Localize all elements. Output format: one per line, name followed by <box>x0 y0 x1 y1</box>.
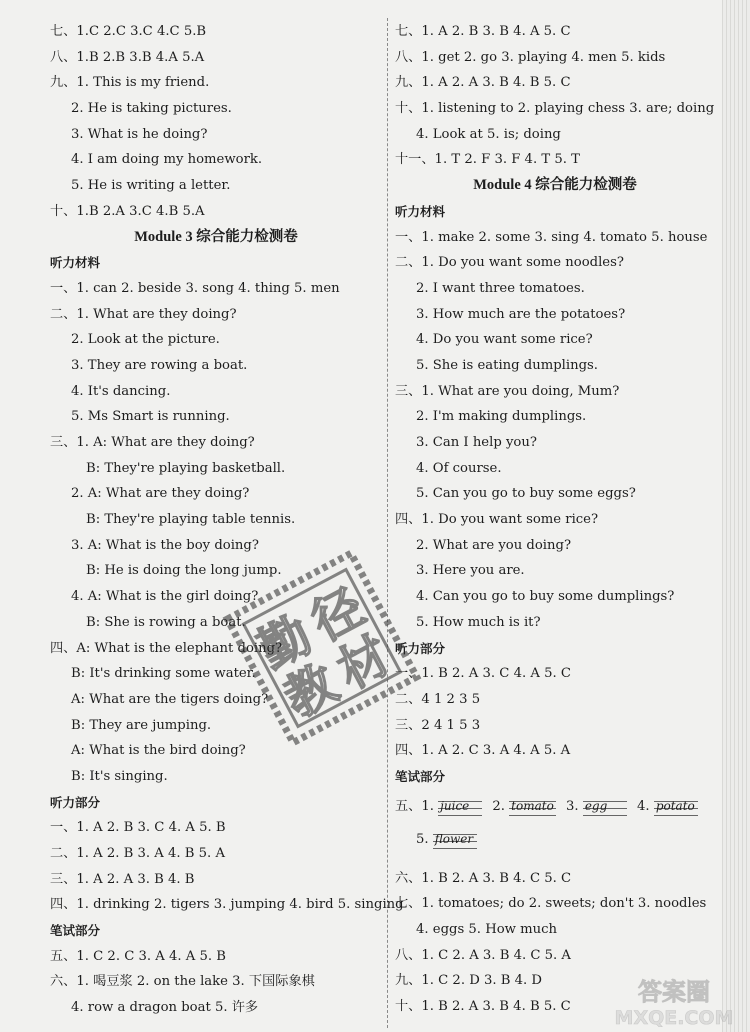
answer-line: 八、1. C 2. A 3. B 4. C 5. A <box>395 947 571 963</box>
svg-text:教: 教 <box>275 653 347 729</box>
answer-line: A: What is the bird doing? <box>71 743 246 759</box>
answer-line: 4. Can you go to buy some dumplings? <box>416 589 675 605</box>
answer-line: 九、1. A 2. A 3. B 4. B 5. C <box>395 75 571 91</box>
right-column <box>395 19 715 1020</box>
answer-line: 5. She is eating dumplings. <box>416 357 598 373</box>
handwritten-word-juice: juice <box>438 795 482 817</box>
answer-line: 十、1. listening to 2. playing chess 3. are; doing <box>395 101 715 117</box>
answer-line: 3. What is he doing? <box>71 126 208 142</box>
answer-line: 2. Look at the picture. <box>71 332 220 348</box>
svg-text:答案圈: 答案圈 <box>638 978 710 1006</box>
answer-line: 九、1. C 2. D 3. B 4. D <box>395 973 542 989</box>
answer-line: 四、A: What is the elephant doing? <box>50 640 283 656</box>
number-3: 3. <box>566 798 579 814</box>
answer-line: 二、1. A 2. B 3. A 4. B 5. A <box>50 846 225 861</box>
answer-line: 3. How much are the potatoes? <box>416 306 626 322</box>
answer-line: B: They're playing basketball. <box>86 460 286 476</box>
handwritten-word-tomato: tomato <box>509 795 556 817</box>
answer-line: 八、1.B 2.B 3.B 4.A 5.A <box>50 49 205 65</box>
answer-line: 5. Ms Smart is running. <box>71 409 230 425</box>
answer-line: 九、1. This is my friend. <box>50 75 210 91</box>
answer-line: 一、1. can 2. beside 3. song 4. thing 5. men <box>50 280 340 296</box>
answer-line: 七、1.C 2.C 3.C 4.C 5.B <box>50 24 207 39</box>
answer-line: 2. I'm making dumplings. <box>416 409 587 425</box>
handwriting-line-1 <box>395 790 715 823</box>
answer-line: 4. Do you want some rice? <box>416 332 593 348</box>
handwritten-word-egg: egg <box>583 795 627 817</box>
section-title: Module 3 综合能力检测卷 <box>134 228 298 245</box>
answer-line: 3. Can I help you? <box>416 435 537 450</box>
handwriting-line-2 <box>395 823 715 856</box>
number-2: 2. <box>492 798 505 814</box>
answer-line: 4. row a dragon boat 5. 许多 <box>71 1000 259 1016</box>
column-divider <box>387 18 388 1028</box>
answer-line: 3. Here you are. <box>416 563 525 579</box>
svg-text:MXQE.COM: MXQE.COM <box>614 1007 734 1029</box>
handwriting-prefix: 五、1. <box>395 798 434 814</box>
svg-text:材: 材 <box>328 625 400 701</box>
section-title: Module 4 综合能力检测卷 <box>473 177 637 194</box>
answer-line: 十、1. B 2. A 3. B 4. B 5. C <box>395 999 571 1015</box>
answer-line: 2. He is taking pictures. <box>71 101 232 117</box>
answer-line: 一、1. A 2. B 3. C 4. A 5. B <box>50 820 226 836</box>
answer-line: 4. Of course. <box>416 460 502 476</box>
section-heading: 听力部分 <box>50 794 101 810</box>
answer-line: 4. It's dancing. <box>71 383 171 399</box>
answer-line: 四、1. drinking 2. tigers 3. jumping 4. bird 5. singing <box>50 897 404 913</box>
answer-line: 四、1. Do you want some rice? <box>395 512 599 528</box>
page-edge <box>722 0 750 1032</box>
svg-text:径: 径 <box>302 577 374 652</box>
number-5: 5. <box>416 831 429 847</box>
answer-line: 2. What are you doing? <box>416 537 572 553</box>
answer-line: B: She is rowing a boat. <box>86 614 246 630</box>
answer-line: 二、4 1 2 3 5 <box>395 691 481 707</box>
right-column-top <box>395 19 715 790</box>
left-column <box>50 19 404 1021</box>
answer-line: 四、1. A 2. C 3. A 4. A 5. A <box>395 743 571 759</box>
answer-line: B: They're playing table tennis. <box>86 512 296 528</box>
svg-text:勤: 勤 <box>249 605 321 681</box>
answer-line: 2. A: What are they doing? <box>71 486 250 502</box>
answer-line: 一、1. B 2. A 3. C 4. A 5. C <box>395 666 571 682</box>
answer-line: 3. A: What is the boy doing? <box>71 537 259 553</box>
section-heading: 听力材料 <box>395 203 446 219</box>
section-heading: 笔试部分 <box>50 923 101 939</box>
answer-line: 4. I am doing my homework. <box>71 152 263 168</box>
answer-line: 4. eggs 5. How much <box>416 922 557 937</box>
answer-line: B: It's drinking some water. <box>71 666 256 682</box>
answer-line: 2. I want three tomatoes. <box>416 280 585 296</box>
answer-line: 4. Look at 5. is; doing <box>416 126 561 142</box>
section-heading: 笔试部分 <box>395 768 446 784</box>
watermark-logo <box>604 972 744 1030</box>
answer-line: 三、1. A 2. A 3. B 4. B <box>50 871 195 887</box>
answer-line: 5. Can you go to buy some eggs? <box>416 486 636 502</box>
answer-line: 5. How much is it? <box>416 614 541 630</box>
answer-line: 5. He is writing a letter. <box>71 178 231 194</box>
answer-line: 三、1. A: What are they doing? <box>50 435 255 450</box>
answer-line: 4. A: What is the girl doing? <box>71 589 259 605</box>
answer-line: 八、1. get 2. go 3. playing 4. men 5. kids <box>395 49 666 65</box>
answer-line: 十、1.B 2.A 3.C 4.B 5.A <box>50 203 205 219</box>
answer-line: 六、1. 喝豆浆 2. on the lake 3. 下国际象棋 <box>50 974 315 990</box>
handwritten-word-potato: potato <box>654 795 698 817</box>
answer-line: 二、1. Do you want some noodles? <box>395 255 624 271</box>
answer-line: 六、1. B 2. A 3. B 4. C 5. C <box>395 870 572 886</box>
answer-line: 七、1. A 2. B 3. B 4. A 5. C <box>395 24 571 39</box>
section-heading: 听力材料 <box>50 255 101 271</box>
handwritten-word-flower: flower <box>433 828 477 850</box>
answer-line: 十一、1. T 2. F 3. F 4. T 5. T <box>395 152 580 168</box>
answer-line: 3. They are rowing a boat. <box>71 357 248 373</box>
answer-line: 三、1. What are you doing, Mum? <box>395 383 620 399</box>
answer-line: B: It's singing. <box>71 768 168 784</box>
answer-line: 一、1. make 2. some 3. sing 4. tomato 5. house <box>395 229 708 245</box>
number-4: 4. <box>637 798 650 814</box>
answer-line: A: What are the tigers doing? <box>71 691 269 707</box>
stamp-logo <box>222 548 422 748</box>
answer-line: B: He is doing the long jump. <box>86 563 282 579</box>
answer-line: 五、1. C 2. C 3. A 4. A 5. B <box>50 948 226 964</box>
answer-line: 二、1. What are they doing? <box>50 306 237 322</box>
section-heading: 听力部分 <box>395 640 446 656</box>
answer-line: 三、2 4 1 5 3 <box>395 717 481 733</box>
answer-line: 七、1. tomatoes; do 2. sweets; don't 3. noodles <box>395 896 707 912</box>
answer-line: B: They are jumping. <box>71 717 212 733</box>
